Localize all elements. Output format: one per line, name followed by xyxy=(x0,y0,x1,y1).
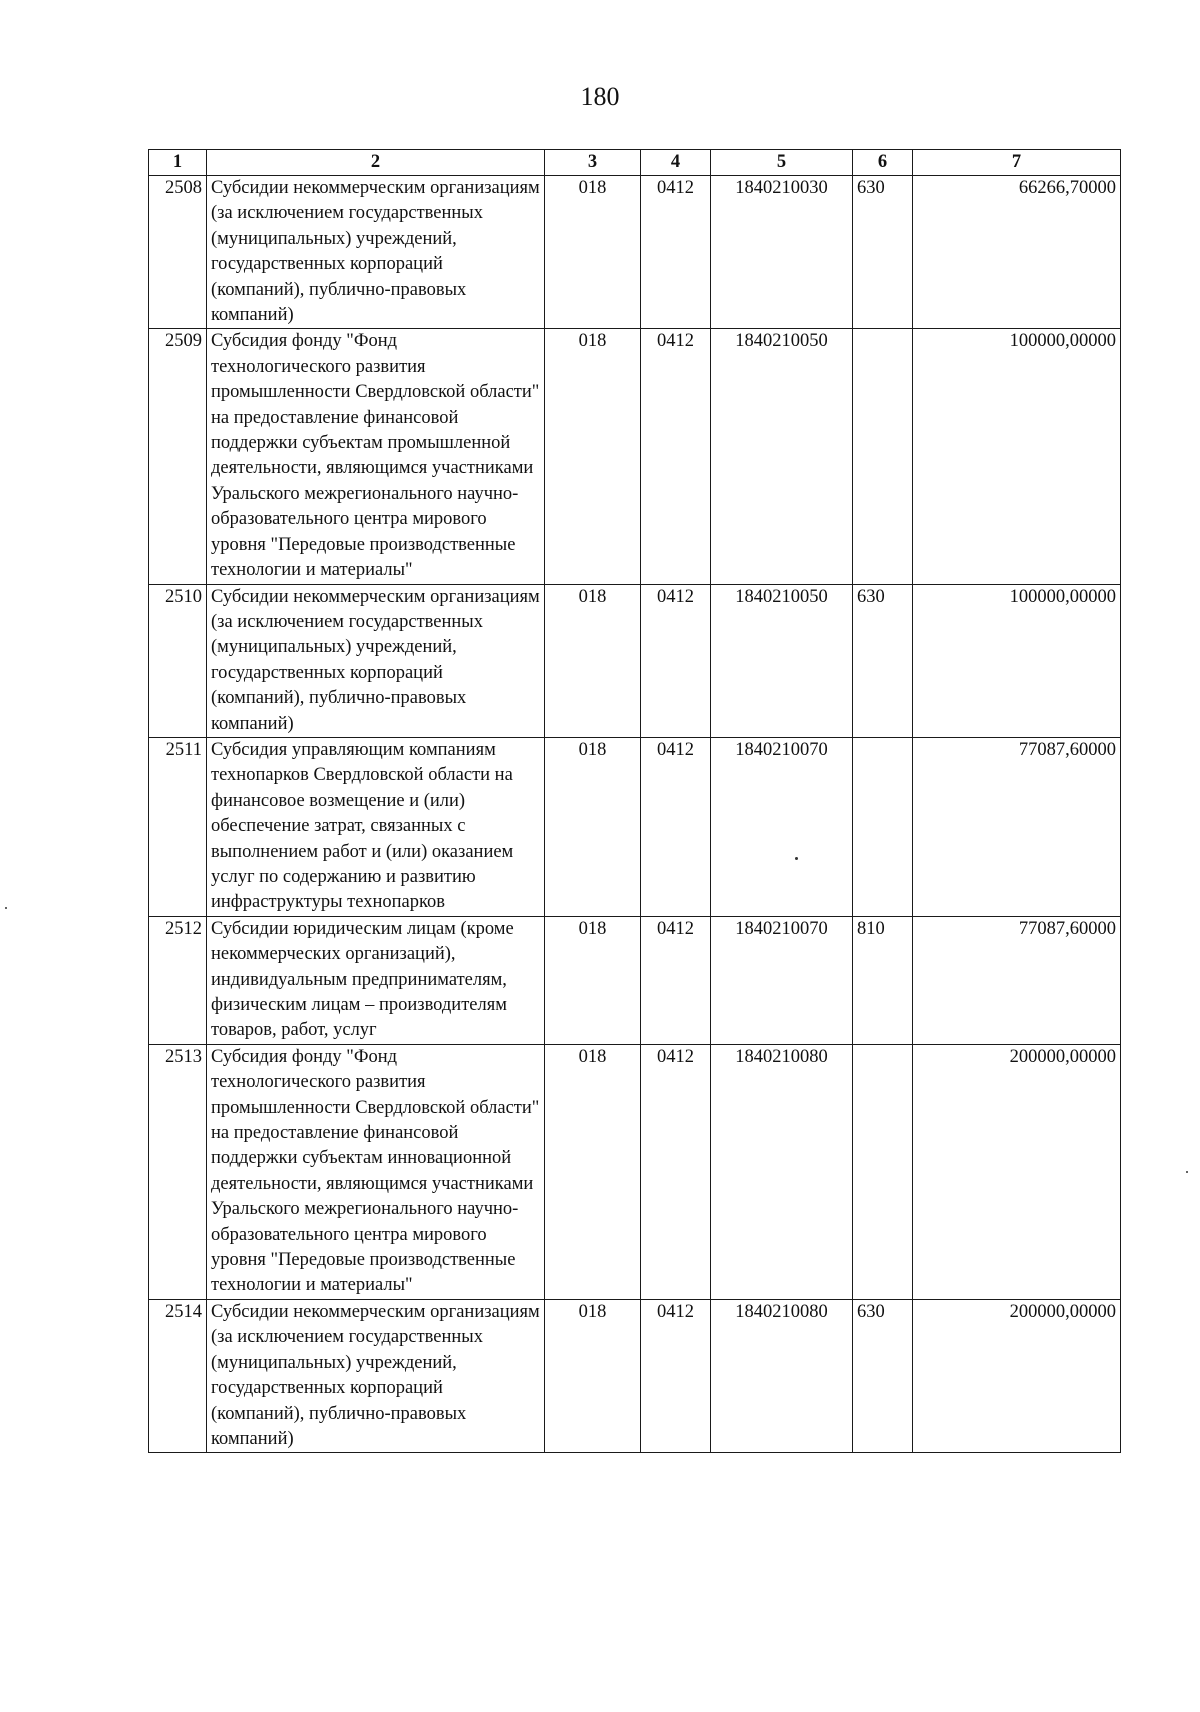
department-code: 018 xyxy=(545,737,641,916)
amount-cell: 100000,00000 xyxy=(913,584,1121,737)
expense-type-code xyxy=(853,329,913,584)
amount-cell: 100000,00000 xyxy=(913,329,1121,584)
table-row xyxy=(149,1044,1121,1299)
department-code: 018 xyxy=(545,584,641,737)
item-name: Субсидия фонду "Фонд технологического развития промышленности Свердловской области" на предоставление финансовой поддержки субъектам промышленной деятельности, являющимся участниками Уральского межрегионального научно-образовательного центра мирового уровня "Передовые производственные технологии и материалы" xyxy=(207,329,545,584)
column-header-4: 4 xyxy=(641,150,711,176)
department-code: 018 xyxy=(545,916,641,1044)
department-code: 018 xyxy=(545,329,641,584)
item-name: Субсидии юридическим лицам (кроме некоммерческих организаций), индивидуальным предпринимателям, физическим лицам – производителям товаров, работ, услуг xyxy=(207,916,545,1044)
row-number: 2514 xyxy=(149,1299,207,1452)
section-code: 0412 xyxy=(641,916,711,1044)
budget-table xyxy=(148,149,1121,1453)
target-article-code: 1840210070 xyxy=(711,737,853,916)
target-article-code: 1840210030 xyxy=(711,176,853,329)
item-name: Субсидии некоммерческим организациям (за исключением государственных (муниципальных) учреждений, государственных корпораций (компаний), публично-правовых компаний) xyxy=(207,584,545,737)
department-code: 018 xyxy=(545,1044,641,1299)
scan-speck xyxy=(1186,1171,1188,1173)
column-header-2: 2 xyxy=(207,150,545,176)
row-number: 2511 xyxy=(149,737,207,916)
expense-type-code xyxy=(853,1044,913,1299)
item-name: Субсидии некоммерческим организациям (за исключением государственных (муниципальных) учреждений, государственных корпораций (компаний), публично-правовых компаний) xyxy=(207,176,545,329)
section-code: 0412 xyxy=(641,584,711,737)
section-code: 0412 xyxy=(641,1044,711,1299)
column-header-1: 1 xyxy=(149,150,207,176)
section-code: 0412 xyxy=(641,737,711,916)
row-number: 2510 xyxy=(149,584,207,737)
target-article-code: 1840210070 xyxy=(711,916,853,1044)
expense-type-code xyxy=(853,737,913,916)
row-number: 2508 xyxy=(149,176,207,329)
row-number: 2509 xyxy=(149,329,207,584)
item-name: Субсидия управляющим компаниям технопарков Свердловской области на финансовое возмещение и (или) обеспечение затрат, связанных с выполнением работ и (или) оказанием услуг по содержанию и развитию инфраструктуры технопарков xyxy=(207,737,545,916)
target-article-code: 1840210050 xyxy=(711,329,853,584)
row-number: 2512 xyxy=(149,916,207,1044)
section-code: 0412 xyxy=(641,1299,711,1452)
amount-cell: 200000,00000 xyxy=(913,1044,1121,1299)
item-name: Субсидии некоммерческим организациям (за исключением государственных (муниципальных) учреждений, государственных корпораций (компаний), публично-правовых компаний) xyxy=(207,1299,545,1452)
section-code: 0412 xyxy=(641,329,711,584)
expense-type-code: 630 xyxy=(853,1299,913,1452)
amount-cell: 77087,60000 xyxy=(913,737,1121,916)
expense-type-code: 810 xyxy=(853,916,913,1044)
page-number: 180 xyxy=(580,82,620,111)
column-header-6: 6 xyxy=(853,150,913,176)
table-row xyxy=(149,1299,1121,1452)
column-header-7: 7 xyxy=(913,150,1121,176)
amount-cell: 66266,70000 xyxy=(913,176,1121,329)
table-row xyxy=(149,176,1121,329)
column-header-5: 5 xyxy=(711,150,853,176)
expense-type-code: 630 xyxy=(853,584,913,737)
table-row xyxy=(149,584,1121,737)
column-header-3: 3 xyxy=(545,150,641,176)
scan-speck xyxy=(795,857,798,860)
target-article-code: 1840210050 xyxy=(711,584,853,737)
department-code: 018 xyxy=(545,1299,641,1452)
department-code: 018 xyxy=(545,176,641,329)
row-number: 2513 xyxy=(149,1044,207,1299)
table-row xyxy=(149,916,1121,1044)
table-header-row xyxy=(149,150,1121,176)
scan-speck xyxy=(5,907,7,909)
table-row xyxy=(149,737,1121,916)
section-code: 0412 xyxy=(641,176,711,329)
table-row xyxy=(149,329,1121,584)
amount-cell: 77087,60000 xyxy=(913,916,1121,1044)
item-name: Субсидия фонду "Фонд технологического развития промышленности Свердловской области" на предоставление финансовой поддержки субъектам инновационной деятельности, являющимся участниками Уральского межрегионального научно-образовательного центра мирового уровня "Передовые производственные технологии и материалы" xyxy=(207,1044,545,1299)
target-article-code: 1840210080 xyxy=(711,1299,853,1452)
expense-type-code: 630 xyxy=(853,176,913,329)
target-article-code: 1840210080 xyxy=(711,1044,853,1299)
amount-cell: 200000,00000 xyxy=(913,1299,1121,1452)
